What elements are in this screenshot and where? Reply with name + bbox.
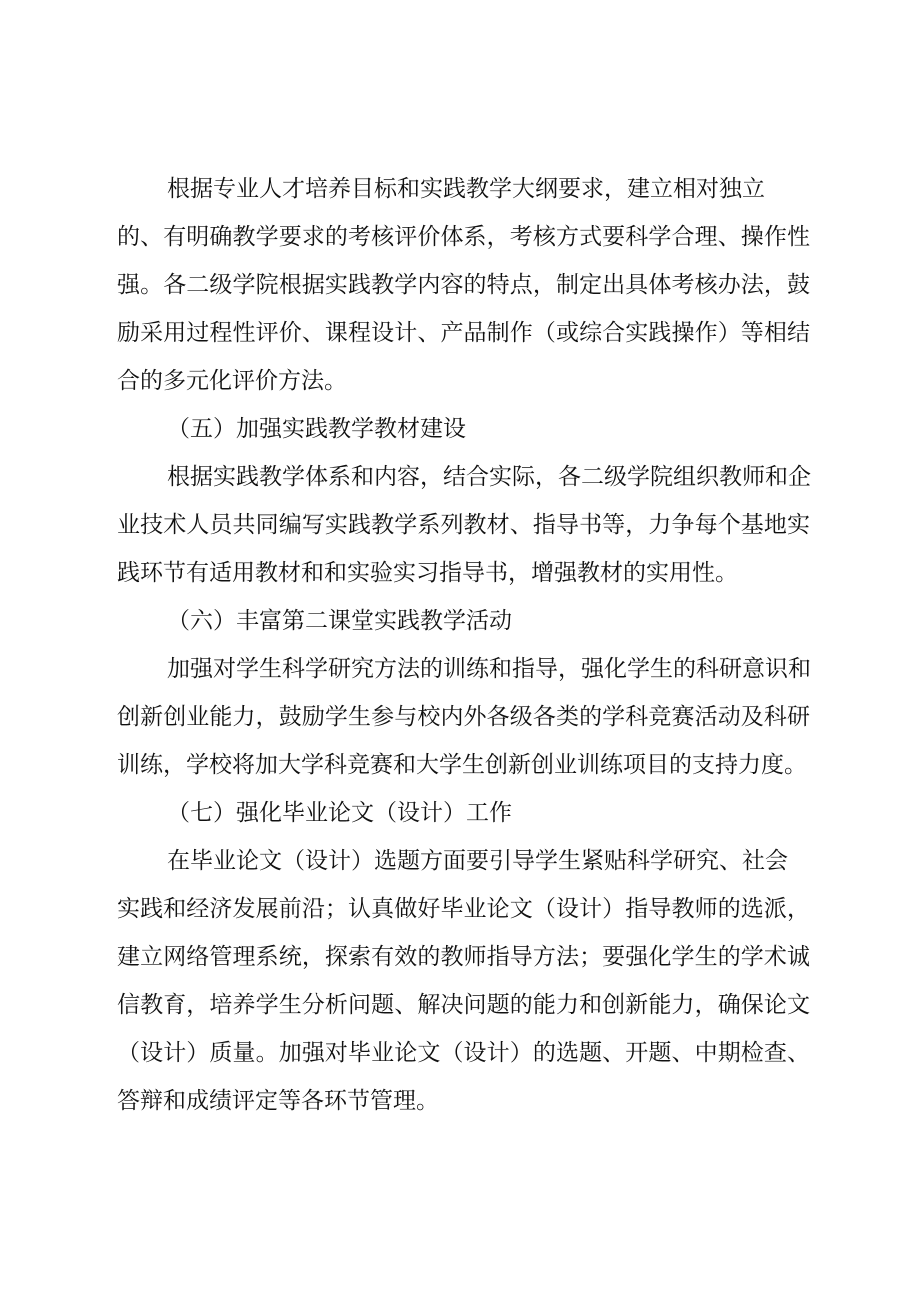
paragraph-line: 加强对学生科学研究方法的训练和指导，强化学生的科研意识和 xyxy=(167,656,811,682)
paragraph-line: 的、有明确教学要求的考核评价体系，考核方式要科学合理、操作性 xyxy=(117,224,810,250)
paragraph-line: 合的多元化评价方法。 xyxy=(117,368,347,394)
paragraph-line: 在毕业论文（设计）选题方面要引导学生紧贴科学研究、社会 xyxy=(167,848,788,874)
paragraph-line: 根据实践教学体系和内容，结合实际，各二级学院组织教师和企 xyxy=(167,464,811,490)
paragraph-line: 实践和经济发展前沿；认真做好毕业论文（设计）指导教师的选派， xyxy=(117,896,810,922)
paragraph-line: 建立网络管理系统，探索有效的教师指导方法；要强化学生的学术诚 xyxy=(117,944,810,970)
paragraph-line: 训练，学校将加大学科竞赛和大学生创新创业训练项目的支持力度。 xyxy=(117,752,807,778)
paragraph-line: 强。各二级学院根据实践教学内容的特点，制定出具体考核办法，鼓 xyxy=(117,272,810,298)
section-heading-7: （七）强化毕业论文（设计）工作 xyxy=(167,800,512,826)
paragraph-line: 根据专业人才培养目标和实践教学大纲要求，建立相对独立 xyxy=(167,176,765,202)
paragraph-line: 励采用过程性评价、课程设计、产品制作（或综合实践操作）等相结 xyxy=(117,320,810,346)
section-heading-5: （五）加强实践教学教材建设 xyxy=(167,416,466,442)
paragraph-line: 答辩和成绩评定等各环节管理。 xyxy=(117,1088,439,1114)
paragraph-line: 业技术人员共同编写实践教学系列教材、指导书等，力争每个基地实 xyxy=(117,512,810,538)
paragraph-line: 创新创业能力，鼓励学生参与校内外各级各类的学科竞赛活动及科研 xyxy=(117,704,810,730)
paragraph-line: 信教育，培养学生分析问题、解决问题的能力和创新能力，确保论文 xyxy=(117,992,810,1018)
paragraph-line: （设计）质量。加强对毕业论文（设计）的选题、开题、中期检查、 xyxy=(117,1040,810,1066)
section-heading-6: （六）丰富第二课堂实践教学活动 xyxy=(167,608,512,634)
paragraph-line: 践环节有适用教材和和实验实习指导书，增强教材的实用性。 xyxy=(117,560,738,586)
